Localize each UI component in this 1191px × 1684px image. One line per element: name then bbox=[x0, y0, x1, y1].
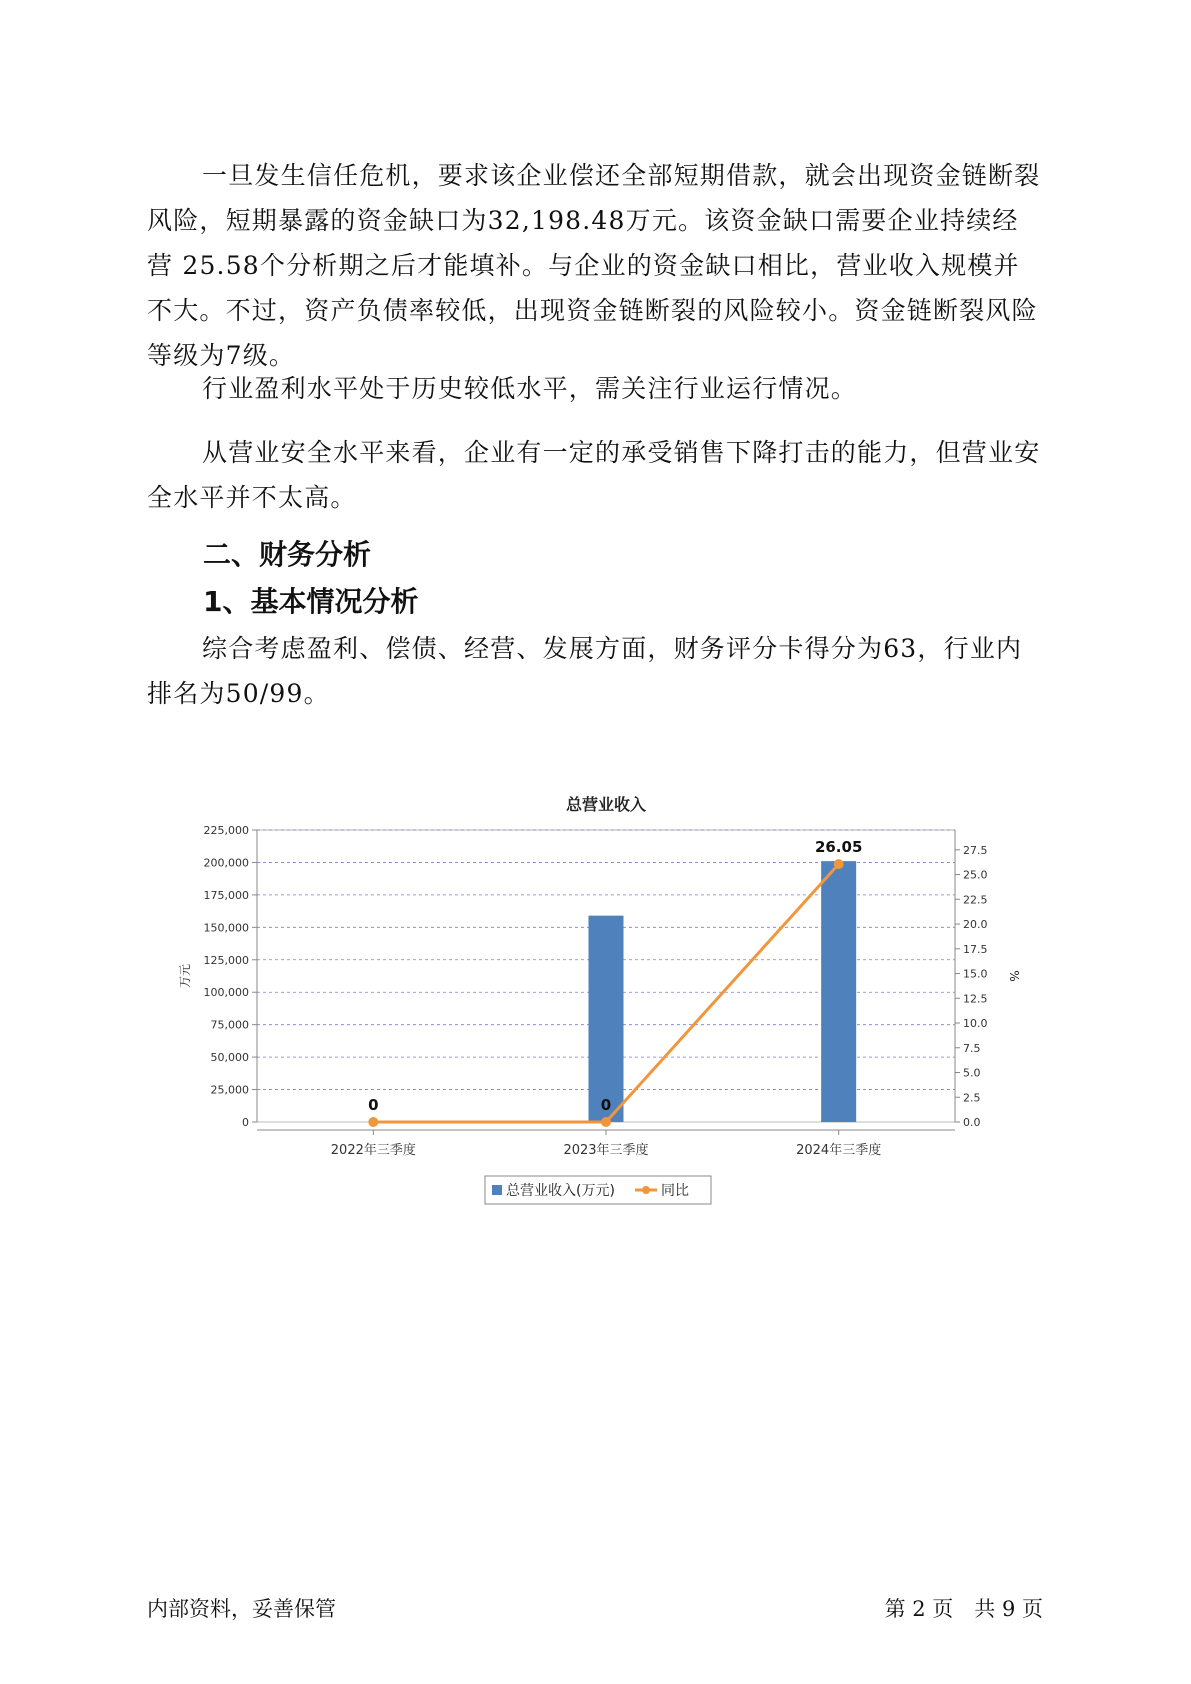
y-tick-label: 175,000 bbox=[203, 888, 249, 902]
y-tick-label: 25,000 bbox=[210, 1083, 249, 1097]
revenue-chart-svg bbox=[178, 790, 1021, 1250]
legend-bar-swatch bbox=[492, 1185, 502, 1195]
y-tick-label: 125,000 bbox=[203, 953, 249, 967]
y-right-tick-label: 22.5 bbox=[963, 893, 988, 907]
legend-line-label: 同比 bbox=[661, 1183, 689, 1199]
y-right-tick-label: 10.0 bbox=[963, 1017, 988, 1031]
y-right-tick-label: 2.5 bbox=[963, 1091, 981, 1105]
yoy-point-0 bbox=[368, 1117, 378, 1127]
legend-line-marker bbox=[642, 1186, 650, 1194]
revenue-chart bbox=[178, 790, 1021, 1250]
x-tick-label: 2022年三季度 bbox=[330, 1143, 416, 1158]
y-right-tick-label: 20.0 bbox=[963, 918, 988, 932]
legend-bar-label: 总营业收入(万元) bbox=[506, 1183, 615, 1199]
paragraph-funding-gap: 一旦发生信任危机，要求该企业偿还全部短期借款，就会出现资金链断裂风险，短期暴露的资金缺口为32,198.48万元。该资金缺口需要企业持续经营 25.58个分析期之后才能填补。与企业的资金缺口相比，营业收入规模并不大。不过，资产负债率较低，出现资金链断裂的风险较小。资金链断裂风险等级为7级。 bbox=[147, 161, 1041, 370]
yoy-point-1 bbox=[601, 1117, 611, 1127]
paragraph-scorecard: 综合考虑盈利、偿债、经营、发展方面，财务评分卡得分为63，行业内排名为50/99。 bbox=[147, 634, 1023, 708]
paragraph-industry-profit: 行业盈利水平处于历史较低水平，需关注行业运行情况。 bbox=[202, 374, 858, 403]
chart-title: 总营业收入 bbox=[565, 795, 647, 814]
y-right-tick-label: 25.0 bbox=[963, 868, 988, 882]
subsection-heading: 1、基本情况分析 bbox=[203, 585, 419, 618]
y-axis-label: 万元 bbox=[178, 963, 192, 989]
y-tick-label: 150,000 bbox=[203, 921, 249, 935]
y-right-tick-label: 17.5 bbox=[963, 942, 988, 956]
y-right-tick-label: 27.5 bbox=[963, 843, 988, 857]
yoy-data-label-0: 0 bbox=[368, 1096, 379, 1114]
x-tick-label: 2024年三季度 bbox=[796, 1143, 882, 1158]
bar-1 bbox=[589, 916, 624, 1122]
y-right-tick-label: 0.0 bbox=[963, 1116, 981, 1129]
y-right-tick-label: 15.0 bbox=[963, 967, 988, 981]
y-tick-label: 225,000 bbox=[203, 824, 249, 837]
y-right-tick-label: 7.5 bbox=[963, 1041, 981, 1055]
bar-2 bbox=[821, 861, 856, 1122]
y-tick-label: 75,000 bbox=[210, 1018, 249, 1032]
yoy-data-label-2: 26.05 bbox=[814, 838, 863, 857]
yoy-point-2 bbox=[834, 859, 844, 869]
section-heading: 二、财务分析 bbox=[203, 538, 372, 571]
y-tick-label: 50,000 bbox=[210, 1051, 249, 1065]
y-right-tick-label: 5.0 bbox=[963, 1066, 981, 1080]
x-tick-label: 2023年三季度 bbox=[563, 1143, 649, 1158]
paragraph-operating-safety: 从营业安全水平来看，企业有一定的承受销售下降打击的能力，但营业安全水平并不太高。 bbox=[147, 438, 1041, 512]
footer-confidential: 内部资料，妥善保管 bbox=[147, 1597, 336, 1621]
y-tick-label: 100,000 bbox=[203, 986, 249, 1000]
y-right-axis-label: % bbox=[1007, 970, 1021, 982]
y-tick-label: 200,000 bbox=[203, 856, 249, 870]
y-tick-label: 0 bbox=[242, 1116, 249, 1129]
footer-page-number: 第 2 页 共 9 页 bbox=[884, 1597, 1043, 1621]
yoy-data-label-1: 0 bbox=[600, 1096, 612, 1114]
y-right-tick-label: 12.5 bbox=[963, 992, 988, 1006]
